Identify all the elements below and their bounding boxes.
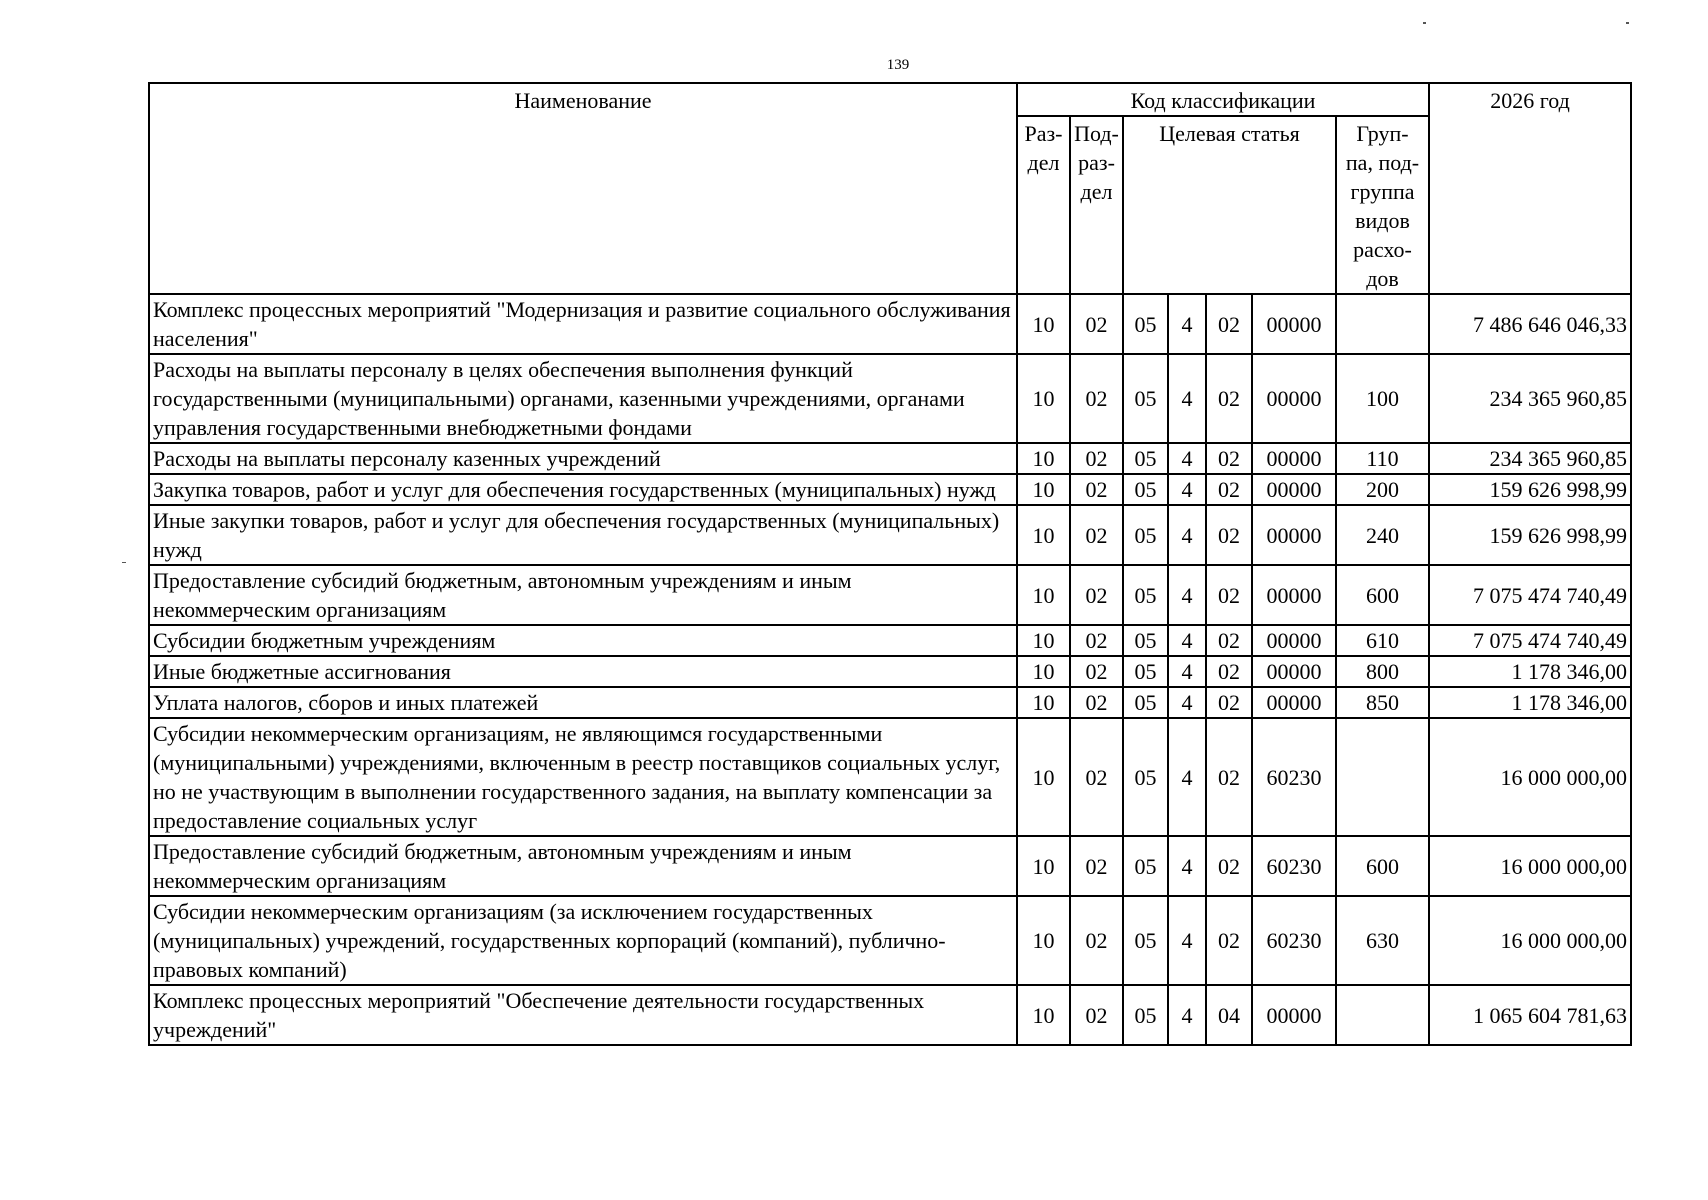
cell-target-article-type: 4	[1168, 718, 1206, 836]
cell-target-article-type: 4	[1168, 294, 1206, 354]
cell-amount: 159 626 998,99	[1429, 505, 1631, 565]
cell-target-article-type: 4	[1168, 836, 1206, 896]
table-row	[149, 294, 1631, 354]
cell-target-article-element: 02	[1206, 656, 1252, 687]
cell-subsection: 02	[1070, 565, 1123, 625]
table-row	[149, 687, 1631, 718]
cell-section: 10	[1017, 896, 1070, 985]
cell-target-article-type: 4	[1168, 565, 1206, 625]
cell-expense-group	[1336, 985, 1429, 1045]
cell-subsection: 02	[1070, 443, 1123, 474]
table-body	[149, 294, 1631, 1045]
cell-amount: 7 075 474 740,49	[1429, 565, 1631, 625]
table-row	[149, 354, 1631, 443]
cell-expense-group: 610	[1336, 625, 1429, 656]
cell-target-article-element: 02	[1206, 718, 1252, 836]
cell-section: 10	[1017, 687, 1070, 718]
cell-amount: 159 626 998,99	[1429, 474, 1631, 505]
cell-expense-group	[1336, 294, 1429, 354]
scan-speck	[1626, 22, 1629, 24]
cell-name: Комплекс процессных мероприятий "Обеспечение деятельности государственных учреждений"	[149, 985, 1017, 1045]
cell-expense-group: 630	[1336, 896, 1429, 985]
cell-target-article-program: 05	[1123, 656, 1168, 687]
cell-target-article-type: 4	[1168, 985, 1206, 1045]
cell-target-article-program: 05	[1123, 687, 1168, 718]
header-expense-group: Груп- па, под- группа видов расхо- дов	[1336, 116, 1429, 294]
cell-subsection: 02	[1070, 896, 1123, 985]
cell-target-article-type: 4	[1168, 474, 1206, 505]
cell-section: 10	[1017, 474, 1070, 505]
cell-amount: 1 178 346,00	[1429, 656, 1631, 687]
cell-target-article-program: 05	[1123, 294, 1168, 354]
cell-name: Предоставление субсидий бюджетным, автономным учреждениям и иным некоммерческим организациям	[149, 565, 1017, 625]
cell-amount: 16 000 000,00	[1429, 718, 1631, 836]
cell-target-article-direction: 60230	[1252, 718, 1336, 836]
cell-target-article-element: 02	[1206, 474, 1252, 505]
cell-subsection: 02	[1070, 985, 1123, 1045]
cell-target-article-type: 4	[1168, 505, 1206, 565]
cell-subsection: 02	[1070, 718, 1123, 836]
cell-target-article-type: 4	[1168, 443, 1206, 474]
cell-target-article-direction: 00000	[1252, 625, 1336, 656]
table-row	[149, 565, 1631, 625]
cell-name: Субсидии некоммерческим организациям (за исключением государственных (муниципальных) учреждений, государственных корпораций (компаний), публично-правовых компаний)	[149, 896, 1017, 985]
scan-speck	[122, 562, 126, 563]
cell-target-article-direction: 00000	[1252, 565, 1336, 625]
cell-name: Иные закупки товаров, работ и услуг для обеспечения государственных (муниципальных) нужд	[149, 505, 1017, 565]
cell-target-article-program: 05	[1123, 896, 1168, 985]
cell-target-article-direction: 60230	[1252, 896, 1336, 985]
header-section: Раз- дел	[1017, 116, 1070, 294]
cell-target-article-program: 05	[1123, 985, 1168, 1045]
cell-target-article-program: 05	[1123, 474, 1168, 505]
header-name: Наименование	[149, 83, 1017, 294]
cell-target-article-element: 02	[1206, 896, 1252, 985]
cell-subsection: 02	[1070, 656, 1123, 687]
cell-target-article-type: 4	[1168, 687, 1206, 718]
table-row	[149, 896, 1631, 985]
table-row	[149, 836, 1631, 896]
budget-table	[148, 82, 1632, 1046]
cell-target-article-program: 05	[1123, 718, 1168, 836]
cell-target-article-direction: 00000	[1252, 985, 1336, 1045]
cell-expense-group: 240	[1336, 505, 1429, 565]
cell-amount: 7 486 646 046,33	[1429, 294, 1631, 354]
cell-target-article-program: 05	[1123, 565, 1168, 625]
cell-amount: 234 365 960,85	[1429, 354, 1631, 443]
cell-expense-group: 100	[1336, 354, 1429, 443]
cell-section: 10	[1017, 625, 1070, 656]
cell-target-article-program: 05	[1123, 354, 1168, 443]
cell-section: 10	[1017, 443, 1070, 474]
cell-target-article-type: 4	[1168, 354, 1206, 443]
cell-subsection: 02	[1070, 354, 1123, 443]
table-row	[149, 443, 1631, 474]
cell-target-article-type: 4	[1168, 656, 1206, 687]
cell-target-article-element: 02	[1206, 625, 1252, 656]
cell-expense-group: 600	[1336, 836, 1429, 896]
cell-expense-group: 600	[1336, 565, 1429, 625]
cell-expense-group: 110	[1336, 443, 1429, 474]
scan-speck	[1423, 22, 1426, 24]
cell-section: 10	[1017, 354, 1070, 443]
header-target-article: Целевая статья	[1123, 116, 1336, 294]
cell-expense-group: 200	[1336, 474, 1429, 505]
cell-expense-group: 850	[1336, 687, 1429, 718]
cell-name: Предоставление субсидий бюджетным, автономным учреждениям и иным некоммерческим организациям	[149, 836, 1017, 896]
cell-target-article-element: 02	[1206, 443, 1252, 474]
table-row	[149, 718, 1631, 836]
cell-section: 10	[1017, 985, 1070, 1045]
cell-subsection: 02	[1070, 687, 1123, 718]
cell-amount: 234 365 960,85	[1429, 443, 1631, 474]
cell-amount: 1 178 346,00	[1429, 687, 1631, 718]
header-year: 2026 год	[1429, 83, 1631, 294]
cell-name: Комплекс процессных мероприятий "Модернизация и развитие социального обслуживания населения"	[149, 294, 1017, 354]
cell-target-article-direction: 00000	[1252, 687, 1336, 718]
table-row	[149, 474, 1631, 505]
cell-target-article-direction: 00000	[1252, 656, 1336, 687]
cell-subsection: 02	[1070, 625, 1123, 656]
cell-target-article-element: 02	[1206, 354, 1252, 443]
cell-amount: 16 000 000,00	[1429, 836, 1631, 896]
cell-target-article-program: 05	[1123, 836, 1168, 896]
cell-subsection: 02	[1070, 836, 1123, 896]
cell-target-article-direction: 00000	[1252, 294, 1336, 354]
cell-name: Субсидии некоммерческим организациям, не являющимся государственными (муниципальными) учреждениями, включенным в реестр поставщиков социальных услуг, но не участвующим в выполнении государственного задания, на выплату компенсации за предоставление социальных услуг	[149, 718, 1017, 836]
cell-target-article-direction: 00000	[1252, 354, 1336, 443]
table-row	[149, 625, 1631, 656]
cell-section: 10	[1017, 505, 1070, 565]
cell-section: 10	[1017, 656, 1070, 687]
cell-amount: 1 065 604 781,63	[1429, 985, 1631, 1045]
cell-target-article-element: 02	[1206, 294, 1252, 354]
cell-target-article-program: 05	[1123, 625, 1168, 656]
page-number: 139	[886, 57, 910, 73]
cell-subsection: 02	[1070, 474, 1123, 505]
cell-target-article-element: 04	[1206, 985, 1252, 1045]
cell-name: Закупка товаров, работ и услуг для обеспечения государственных (муниципальных) нужд	[149, 474, 1017, 505]
cell-target-article-direction: 00000	[1252, 474, 1336, 505]
cell-amount: 16 000 000,00	[1429, 896, 1631, 985]
cell-target-article-program: 05	[1123, 443, 1168, 474]
cell-target-article-element: 02	[1206, 565, 1252, 625]
cell-name: Расходы на выплаты персоналу в целях обеспечения выполнения функций государственными (муниципальными) органами, казенными учреждениями, органами управления государственными внебюджетными фондами	[149, 354, 1017, 443]
cell-subsection: 02	[1070, 505, 1123, 565]
cell-subsection: 02	[1070, 294, 1123, 354]
cell-target-article-element: 02	[1206, 836, 1252, 896]
table-row	[149, 985, 1631, 1045]
header-classification-code: Код классификации	[1017, 83, 1429, 116]
cell-target-article-direction: 60230	[1252, 836, 1336, 896]
cell-section: 10	[1017, 565, 1070, 625]
cell-target-article-type: 4	[1168, 625, 1206, 656]
cell-amount: 7 075 474 740,49	[1429, 625, 1631, 656]
cell-name: Субсидии бюджетным учреждениям	[149, 625, 1017, 656]
cell-target-article-direction: 00000	[1252, 505, 1336, 565]
cell-section: 10	[1017, 294, 1070, 354]
cell-name: Уплата налогов, сборов и иных платежей	[149, 687, 1017, 718]
cell-target-article-direction: 00000	[1252, 443, 1336, 474]
cell-name: Иные бюджетные ассигнования	[149, 656, 1017, 687]
table-row	[149, 656, 1631, 687]
table-row	[149, 505, 1631, 565]
cell-section: 10	[1017, 718, 1070, 836]
cell-target-article-program: 05	[1123, 505, 1168, 565]
cell-name: Расходы на выплаты персоналу казенных учреждений	[149, 443, 1017, 474]
cell-target-article-element: 02	[1206, 687, 1252, 718]
cell-expense-group: 800	[1336, 656, 1429, 687]
cell-target-article-element: 02	[1206, 505, 1252, 565]
cell-section: 10	[1017, 836, 1070, 896]
cell-expense-group	[1336, 718, 1429, 836]
header-row-1	[149, 83, 1631, 116]
cell-target-article-type: 4	[1168, 896, 1206, 985]
header-subsection: Под- раз- дел	[1070, 116, 1123, 294]
